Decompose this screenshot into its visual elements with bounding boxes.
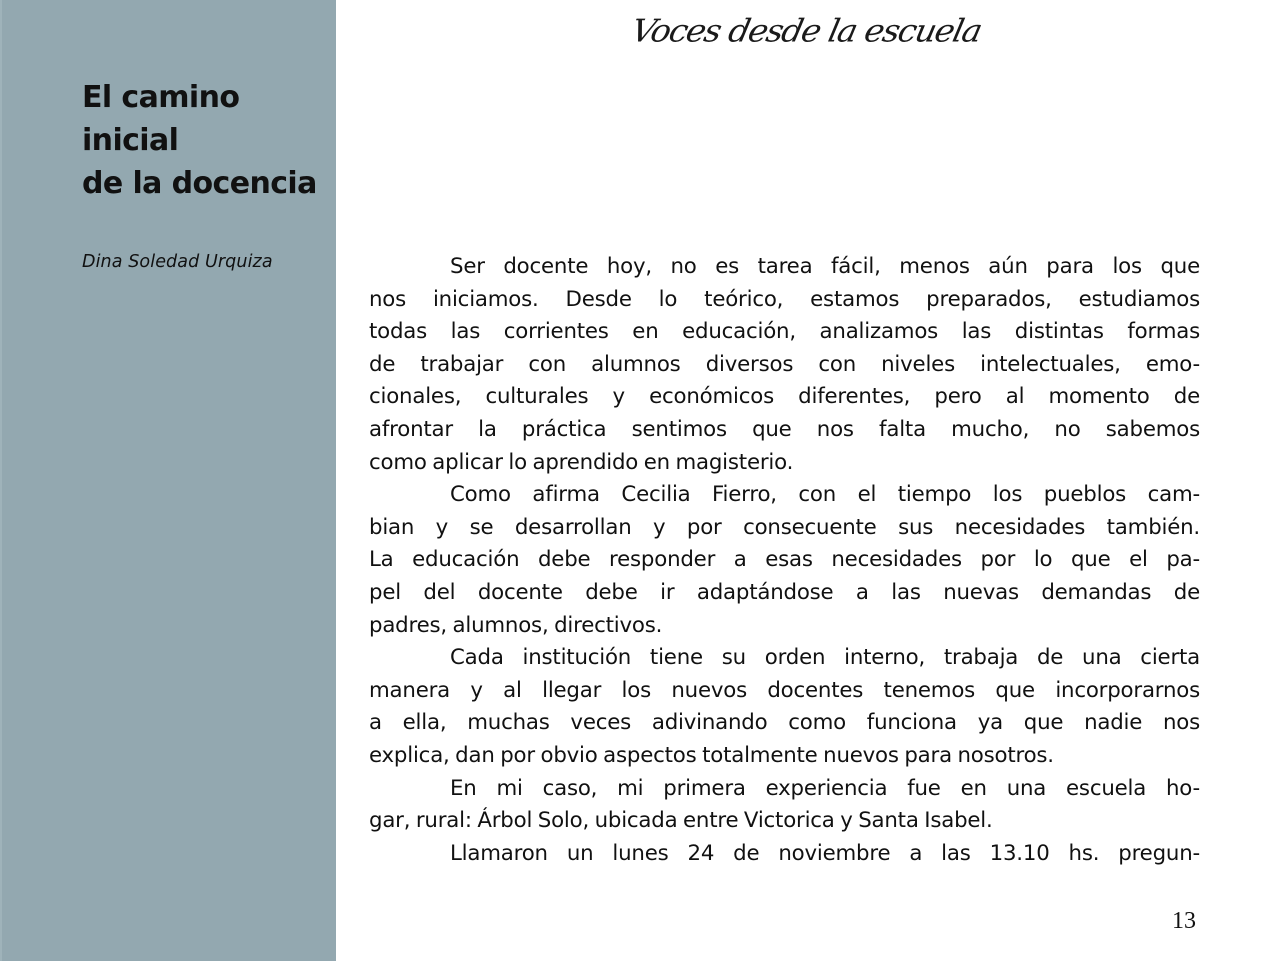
text-line: bian y se desarrollan y por consecuente sus necesidades también. — [369, 514, 1200, 540]
text-line: Ser docente hoy, no es tarea fácil, menos aún para los que — [450, 254, 1200, 279]
running-header: Voces desde la escuela — [628, 12, 985, 50]
paragraph — [369, 773, 1200, 838]
paragraph — [369, 838, 1200, 871]
text-line: nos iniciamos. Desde lo teórico, estamos preparados, estudiamos — [369, 286, 1200, 312]
author-name: Dina Soledad Urquiza — [82, 252, 273, 272]
text-line: afrontar la práctica sentimos que nos falta mucho, no sabemos — [369, 416, 1200, 442]
text-line: Como afirma Cecilia Fierro, con el tiempo los pueblos cam- — [450, 482, 1200, 508]
chapter-title-line: El camino — [82, 80, 240, 115]
chapter-sidebar — [0, 0, 336, 961]
chapter-title — [82, 76, 317, 205]
text-line: En mi caso, mi primera experiencia fue en una escuela ho- — [450, 775, 1200, 801]
body-text — [369, 251, 1200, 870]
text-line: a ella, muchas veces adivinando como funciona ya que nadie nos — [369, 710, 1200, 736]
text-line: todas las corrientes en educación, analizamos las distintas formas — [369, 319, 1200, 345]
text-line: cionales, culturales y económicos diferentes, pero al momento de — [369, 384, 1200, 410]
paragraph — [369, 251, 1200, 479]
text-line: pel del docente debe ir adaptándose a las nuevas demandas de — [369, 579, 1200, 605]
text-line: manera y al llegar los nuevos docentes tenemos que incorporarnos — [369, 677, 1200, 703]
page-number: 13 — [1172, 908, 1196, 934]
text-line: padres, alumnos, directivos. — [369, 612, 663, 638]
text-line: de trabajar con alumnos diversos con niveles intelectuales, emo- — [369, 351, 1200, 377]
text-line: La educación debe responder a esas necesidades por lo que el pa- — [369, 547, 1200, 573]
text-line: Cada institución tiene su orden interno, trabaja de una cierta — [450, 645, 1200, 671]
text-line: Llamaron un lunes 24 de noviembre a las 13.10 hs. pregun- — [450, 840, 1200, 866]
chapter-title-line: inicial — [82, 123, 179, 158]
chapter-title-line: de la docencia — [82, 166, 317, 201]
text-line: explica, dan por obvio aspectos totalmente nuevos para nosotros. — [369, 742, 1054, 768]
paragraph — [369, 479, 1200, 642]
text-line: gar, rural: Árbol Solo, ubicada entre Victorica y Santa Isabel. — [369, 808, 993, 834]
paragraph — [369, 642, 1200, 772]
text-line: como aplicar lo aprendido en magisterio. — [369, 449, 794, 475]
